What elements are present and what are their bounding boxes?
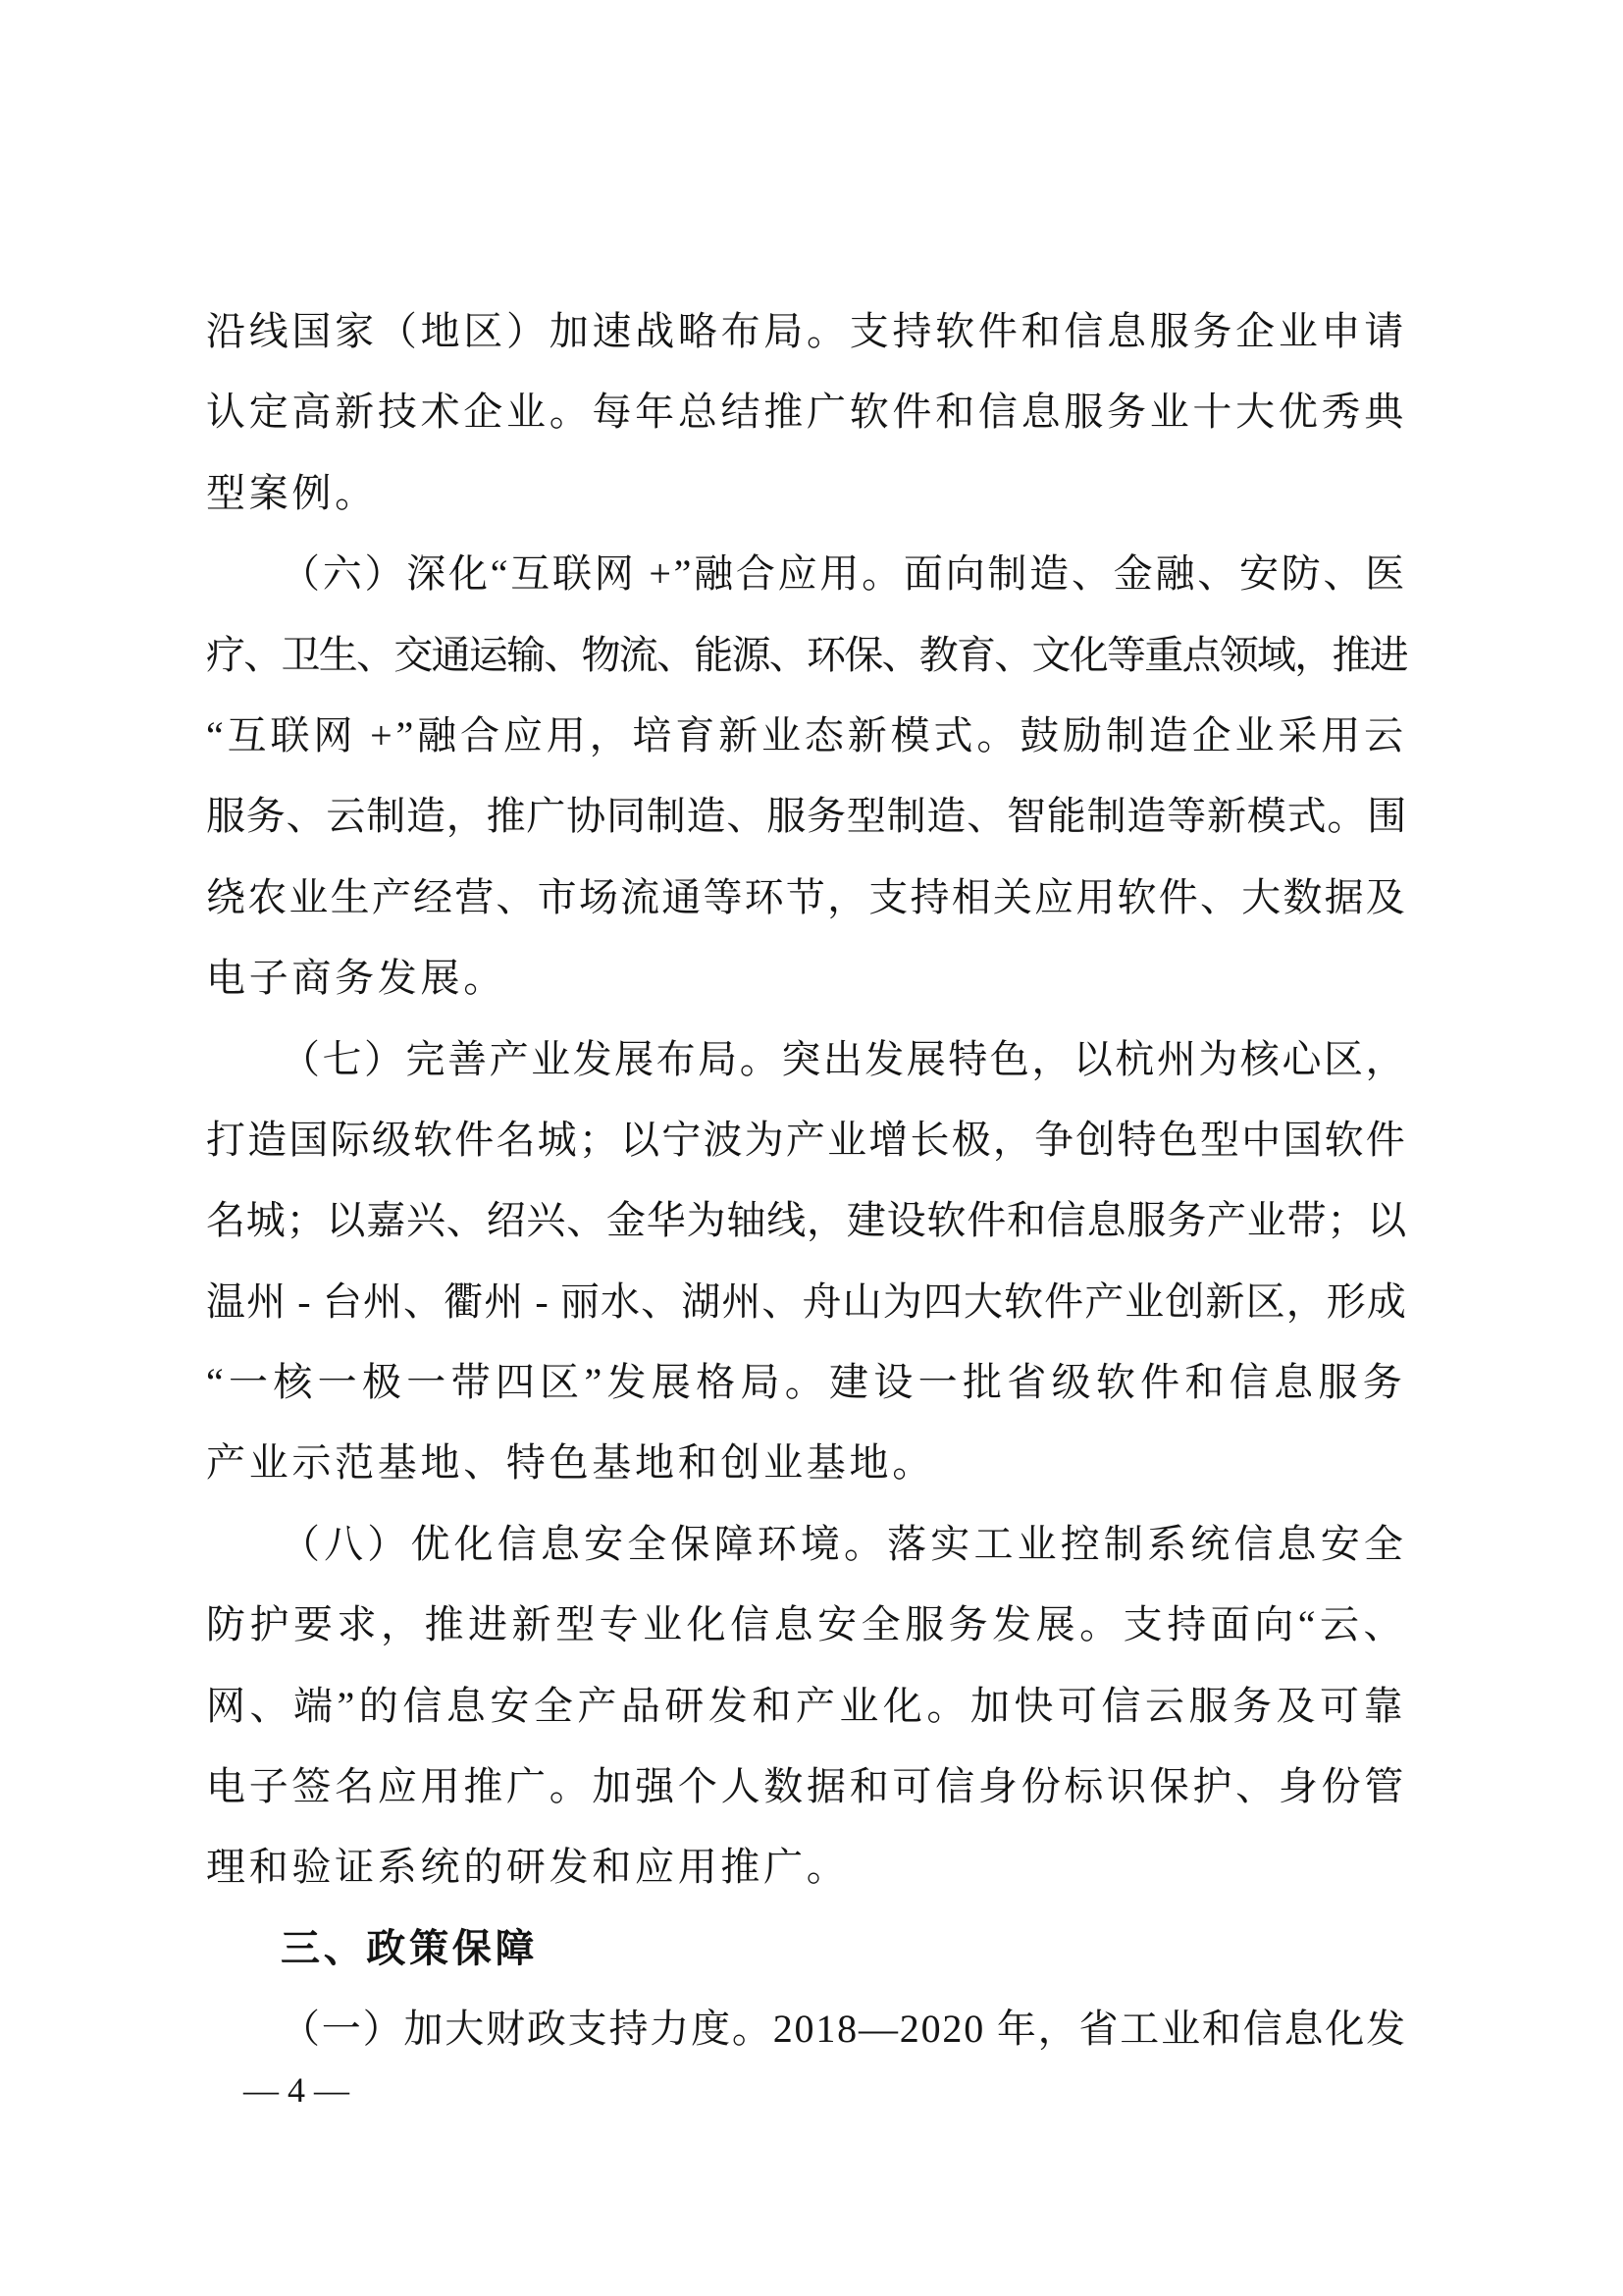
line-text: 沿线国家（地区）加速战略布局。支持软件和信息服务企业申请 xyxy=(206,309,1407,353)
line-text: “互联网 +”融合应用，培育新业态新模式。鼓励制造企业采用云 xyxy=(206,712,1407,757)
line-text: 绕农业生产经营、市场流通等环节，支持相关应用软件、大数据及 xyxy=(206,874,1407,919)
line-text: 名城；以嘉兴、绍兴、金华为轴线，建设软件和信息服务产业带；以 xyxy=(206,1198,1407,1243)
heading-line xyxy=(206,1908,1407,1989)
continued-paragraph xyxy=(206,291,1407,534)
line-text: “一核一极一带四区”发展格局。建设一批省级软件和信息服务 xyxy=(206,1360,1407,1405)
text-line xyxy=(206,1423,1407,1503)
text-line xyxy=(206,1827,1407,1907)
line-text: 温州 - 台州、衢州 - 丽水、湖州、舟山为四大软件产业创新区，形成 xyxy=(206,1278,1407,1324)
line-text: 理和验证系统的研发和应用推广。 xyxy=(206,1845,850,1890)
paragraph xyxy=(206,1019,1407,1504)
text-line xyxy=(206,1019,1407,1100)
line-text: 认定高新技术企业。每年总结推广软件和信息服务业十大优秀典 xyxy=(206,390,1407,435)
line-text: （六）深化“互联网 +”融合应用。面向制造、金融、安防、医 xyxy=(281,551,1407,597)
text-line xyxy=(206,1504,1407,1585)
line-text: （八）优化信息安全保障环境。落实工业控制系统信息安全 xyxy=(281,1521,1407,1566)
line-text: 三、政策保障 xyxy=(281,1926,539,1970)
line-text: 网、端”的信息安全产品研发和产业化。加快可信云服务及可靠 xyxy=(206,1683,1407,1728)
text-line xyxy=(206,615,1407,696)
text-line xyxy=(206,534,1407,614)
line-text: 打造国际级软件名城；以宁波为产业增长极，争创特色型中国软件 xyxy=(206,1117,1407,1162)
text-line xyxy=(206,1989,1407,2069)
line-text: 疗、卫生、交通运输、物流、能源、环保、教育、文化等重点领域，推进 xyxy=(206,632,1407,677)
line-text: （一）加大财政支持力度。2018—2020 年，省工业和信息化发 xyxy=(281,2007,1407,2052)
line-text: 电子商务发展。 xyxy=(206,956,506,1001)
text-line xyxy=(206,938,1407,1018)
section-heading xyxy=(206,1908,1407,1989)
text-line xyxy=(206,1342,1407,1423)
text-line xyxy=(206,1262,1407,1342)
text-line xyxy=(206,291,1407,372)
text-line xyxy=(206,1585,1407,1665)
line-text: 型案例。 xyxy=(206,470,378,515)
text-line xyxy=(206,1666,1407,1747)
body-text xyxy=(206,291,1407,2070)
paragraph xyxy=(206,534,1407,1018)
text-line xyxy=(206,453,1407,534)
text-line xyxy=(206,858,1407,938)
text-line xyxy=(206,696,1407,776)
text-line xyxy=(206,1747,1407,1827)
line-text: 服务、云制造，推广协同制造、服务型制造、智能制造等新模式。围 xyxy=(206,794,1407,839)
text-line xyxy=(206,776,1407,857)
line-text: 电子签名应用推广。加强个人数据和可信身份标识保护、身份管 xyxy=(206,1764,1407,1809)
line-text: 防护要求，推进新型专业化信息安全服务发展。支持面向“云、 xyxy=(206,1602,1407,1647)
text-line xyxy=(206,372,1407,452)
paragraph xyxy=(206,1504,1407,1908)
line-text: （七）完善产业发展布局。突出发展特色，以杭州为核心区， xyxy=(281,1036,1407,1081)
text-line xyxy=(206,1180,1407,1261)
text-line xyxy=(206,1100,1407,1180)
page-number: — 4 — xyxy=(243,2070,349,2110)
line-text: 产业示范基地、特色基地和创业基地。 xyxy=(206,1440,935,1486)
paragraph xyxy=(206,1989,1407,2069)
